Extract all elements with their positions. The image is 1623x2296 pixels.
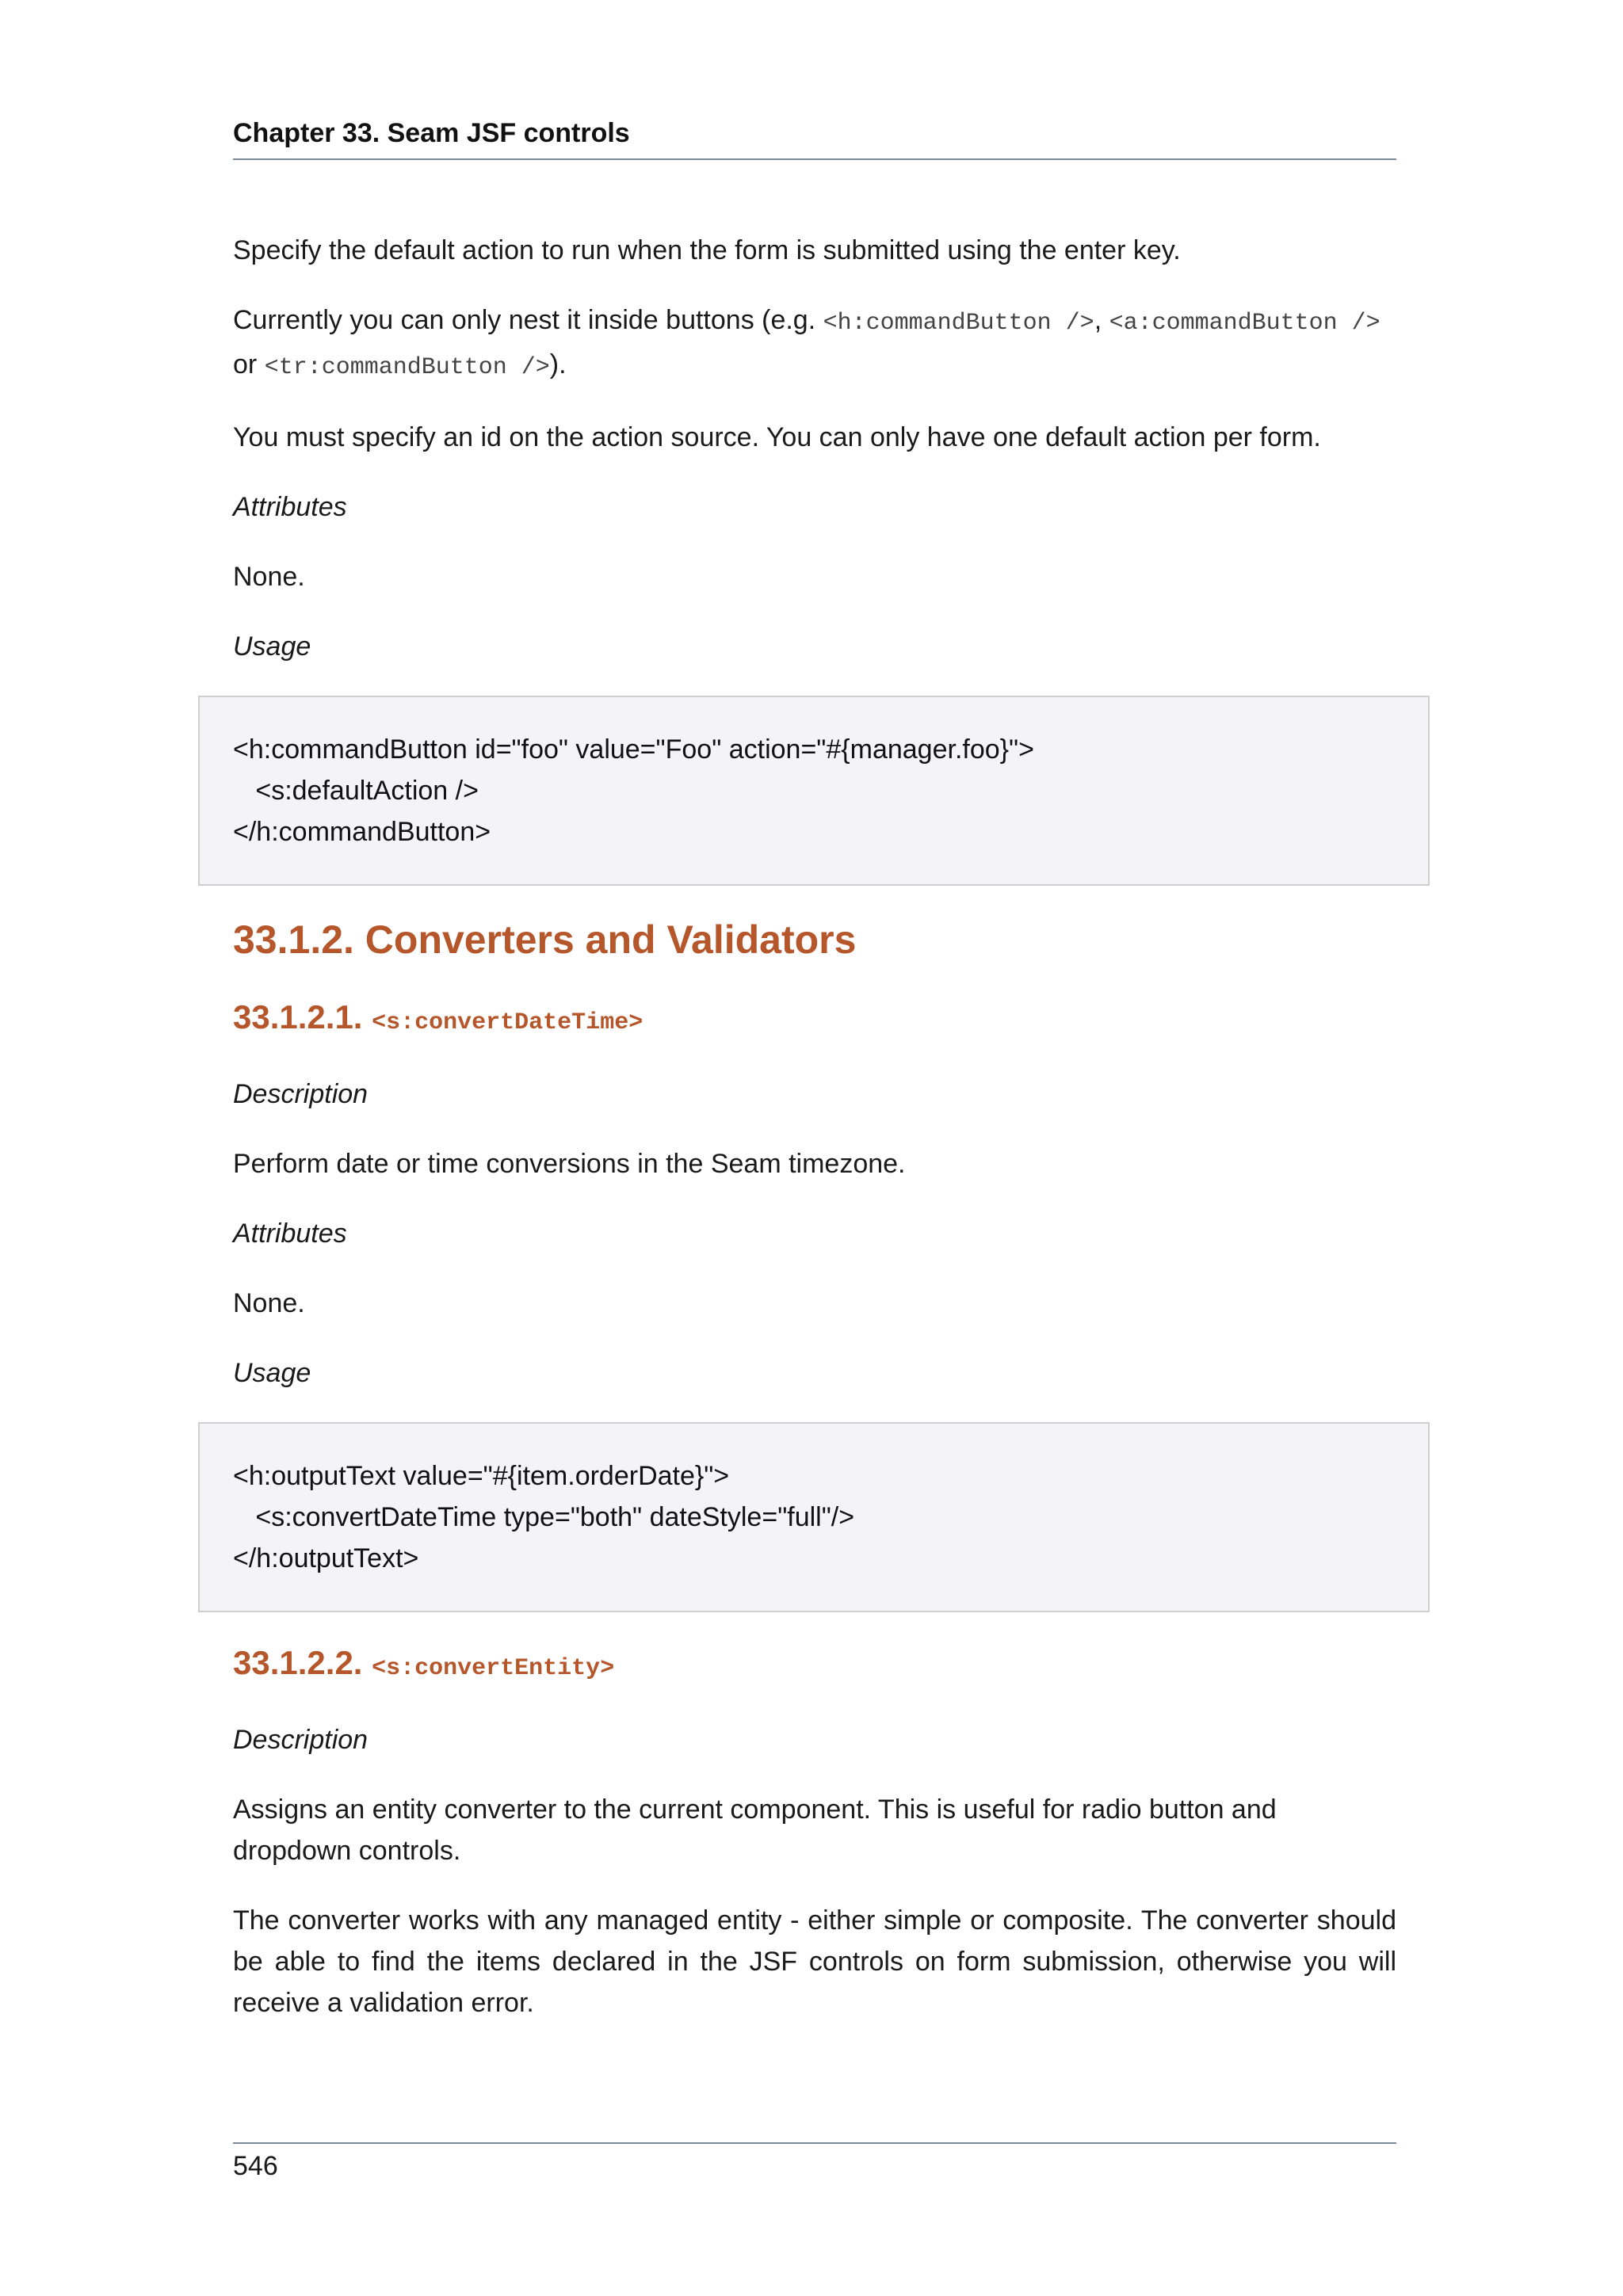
page-content	[233, 230, 1396, 2052]
default-action-id-note: You must specify an id on the action source. You can only have one default action per form.	[233, 422, 1321, 452]
convert-datetime-description: Perform date or time conversions in the Seam timezone.	[233, 1149, 906, 1179]
code-line: </h:outputText>	[233, 1543, 419, 1573]
usage-label: Usage	[233, 631, 311, 662]
page-number: 546	[233, 2151, 278, 2181]
code-line: </h:commandButton>	[233, 817, 491, 847]
attributes-value: None.	[233, 562, 305, 592]
code-line: <s:defaultAction />	[233, 776, 479, 806]
code-line: <h:commandButton id="foo" value="Foo" action="#{manager.foo}">	[233, 734, 1034, 765]
attributes-label: Attributes	[233, 492, 347, 522]
convert-entity-details: The converter works with any managed entity - either simple or composite. The converter should be able to find the items declared in the JSF controls on form submission, otherwise you will receive a validation error.	[233, 1905, 1396, 2018]
code-line: <h:outputText value="#{item.orderDate}">	[233, 1461, 730, 1491]
code-h-commandbutton: <h:commandButton />	[823, 310, 1094, 337]
page-header	[233, 117, 1396, 160]
usage-label: Usage	[233, 1358, 311, 1388]
default-action-intro: Specify the default action to run when the form is submitted using the enter key.	[233, 235, 1181, 265]
default-action-nesting: Currently you can only nest it inside buttons (e.g. <h:commandButton />, <a:commandButton /> or <tr:commandButton />).	[233, 305, 1381, 381]
attributes-label: Attributes	[233, 1219, 347, 1249]
code-a-commandbutton: <a:commandButton />	[1109, 310, 1381, 337]
description-label: Description	[233, 1079, 369, 1109]
code-example-convert-datetime	[198, 1422, 1430, 1612]
code-example-default-action	[198, 696, 1430, 886]
footer-divider	[233, 2142, 1396, 2144]
code-line: <s:convertDateTime type="both" dateStyle="full"/>	[233, 1502, 855, 1532]
code-tr-commandbutton: <tr:commandButton />	[264, 354, 550, 381]
attributes-value: None.	[233, 1288, 305, 1318]
subsection-heading-convert-entity: 33.1.2.2. <s:convertEntity>	[233, 1644, 615, 1682]
convert-entity-description: Assigns an entity converter to the current component. This is useful for radio button and dropdown controls.	[233, 1794, 1277, 1866]
chapter-title: Chapter 33. Seam JSF controls	[233, 118, 630, 148]
subsection-heading-convert-datetime: 33.1.2.1. <s:convertDateTime>	[233, 998, 643, 1036]
section-heading: 33.1.2. Converters and Validators	[233, 917, 857, 962]
description-label: Description	[233, 1725, 369, 1755]
